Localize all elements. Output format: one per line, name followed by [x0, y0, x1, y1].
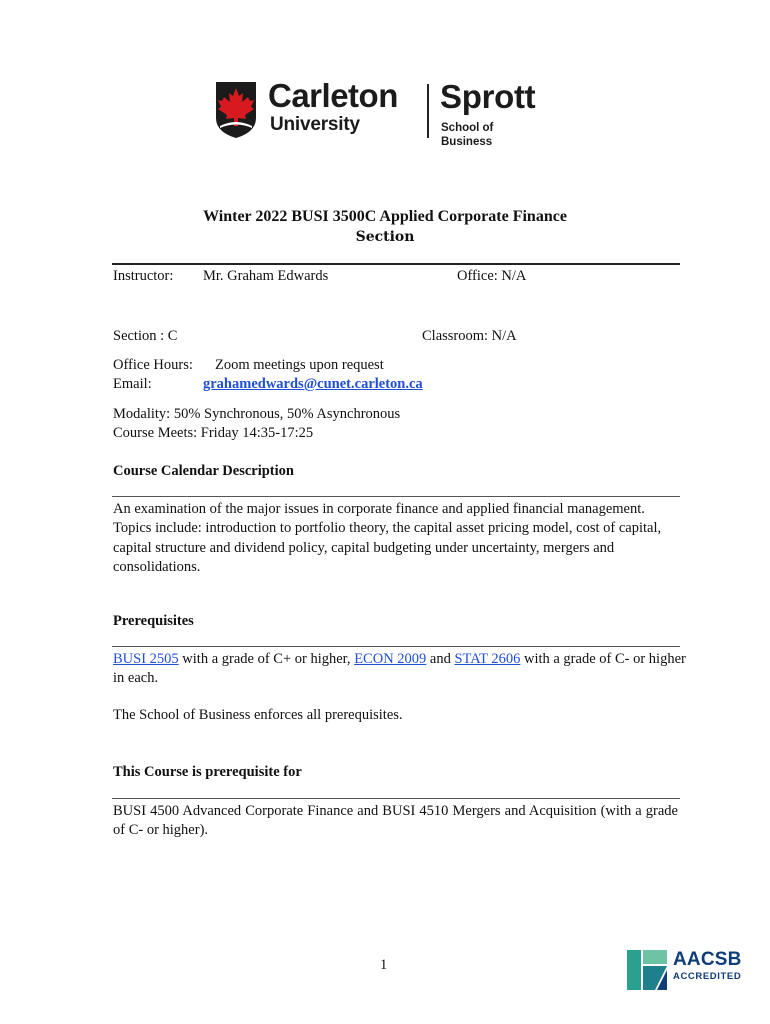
busi-2505-link[interactable]: BUSI 2505	[113, 651, 179, 667]
email-link[interactable]: grahamedwards@cunet.carleton.ca	[203, 376, 423, 392]
stat-2606-link[interactable]: STAT 2606	[454, 651, 521, 667]
prereq-text: with a grade of C- or higher	[520, 651, 686, 667]
calendar-line: consolidations.	[113, 558, 201, 575]
office-hours-value: Zoom meetings upon request	[215, 357, 384, 373]
logo-school-text: School of Business	[441, 122, 494, 148]
prerequisites-line	[113, 650, 686, 669]
calendar-heading: Course Calendar Description	[113, 463, 294, 479]
instructor-label: Instructor:	[113, 268, 174, 284]
enforce-text: The School of Business enforces all prerequisites.	[113, 707, 403, 723]
university-logo	[216, 77, 546, 148]
document-subtitle: Section	[355, 229, 415, 245]
calendar-line: An examination of the major issues in corporate finance and applied financial management.	[113, 501, 645, 517]
aacsb-text-block	[673, 949, 742, 982]
prerequisite-for-rule	[112, 798, 680, 799]
section-text: Section : C	[113, 328, 178, 344]
instructor-value: Mr. Graham Edwards	[203, 268, 329, 284]
calendar-rule	[112, 496, 680, 497]
aacsb-logo-icon	[627, 950, 667, 990]
course-meets-text: Course Meets: Friday 14:35-17:25	[113, 425, 314, 441]
calendar-line: Topics include: introduction to portfolio theory, the capital asset pricing model, cost of capital,	[113, 520, 662, 537]
aacsb-label: AACSB	[673, 949, 742, 970]
prerequisites-line-2: in each.	[113, 670, 159, 686]
econ-2009-link[interactable]: ECON 2009	[354, 651, 427, 667]
title-rule	[112, 263, 680, 265]
logo-university-text: University	[270, 114, 360, 135]
classroom-text: Classroom: N/A	[422, 328, 517, 344]
email-label: Email:	[113, 376, 152, 392]
prerequisite-for-text: BUSI 4500 Advanced Corporate Finance and BUSI 4510 Mergers and Acquisition (with a grade of C- or higher).	[113, 803, 678, 839]
logo-divider	[427, 84, 429, 138]
aacsb-badge	[627, 948, 745, 992]
office-hours-label: Office Hours:	[113, 357, 193, 373]
calendar-description	[113, 500, 688, 577]
logo-sprott-text: Sprott	[440, 78, 536, 115]
logo-carleton-text: Carleton	[268, 77, 398, 114]
prereq-text: and	[426, 651, 455, 667]
prerequisite-for-heading: This Course is prerequisite for	[113, 764, 302, 780]
accredited-label: ACCREDITED	[673, 971, 742, 982]
prereq-text: with a grade of C+ or higher,	[178, 651, 355, 667]
maple-leaf-icon	[216, 82, 264, 138]
modality-text: Modality: 50% Synchronous, 50% Asynchronous	[113, 406, 401, 422]
prerequisites-rule	[112, 646, 680, 647]
document-title: Winter 2022 BUSI 3500C Applied Corporate Finance	[203, 208, 567, 225]
prerequisites-heading: Prerequisites	[113, 613, 194, 629]
office-text: Office: N/A	[457, 268, 527, 284]
page-number: 1	[380, 957, 388, 973]
calendar-line: capital structure and dividend policy, capital budgeting under uncertainty, mergers and	[113, 539, 615, 556]
